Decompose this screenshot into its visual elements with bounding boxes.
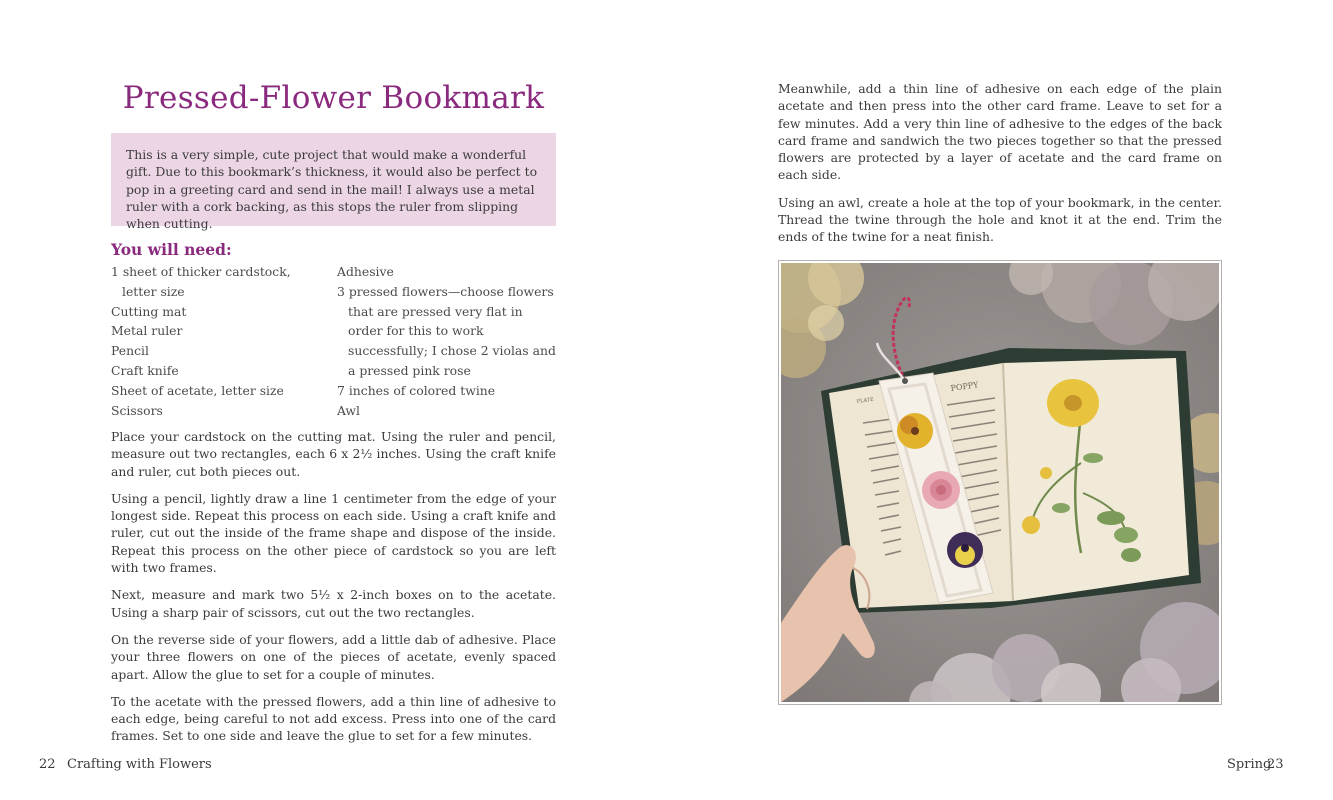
material-item: Adhesive (337, 264, 394, 279)
intro-text: This is a very simple, cute project that would make a wonderful gift. Due to this bookmark’s thickness, it would also be perfect to pop in a greeting card and send in the mail! I always use a metal ruler with a cork backing, as this stops the ruler from slipping when cutting. (126, 147, 538, 232)
materials-list-column-2 (337, 262, 559, 420)
bookmark-photo (778, 260, 1222, 705)
material-item: 1 sheet of thicker cardstock, letter size (111, 264, 291, 299)
instructions-left (111, 428, 556, 755)
material-item: 3 pressed flowers—choose flowers that are pressed very flat in order for this to work successfully; I chose 2 violas and a pressed pink rose (337, 283, 556, 378)
intro-callout (111, 133, 556, 232)
material-item: Cutting mat (111, 303, 187, 319)
materials-heading: You will need: (111, 240, 232, 259)
project-title: Pressed-Flower Bookmark (122, 80, 545, 116)
pressed-viola-purple (947, 532, 983, 568)
running-footer-right: Spring (1227, 757, 1272, 772)
instruction-paragraph: Place your cardstock on the cutting mat. Using the ruler and pencil, measure out two rectangles, each 6 x 2½ inches. Using the craft knife and ruler, cut both pieces out. (111, 429, 556, 479)
page-number-left: 22 (39, 757, 56, 772)
left-page (0, 0, 666, 800)
page-number-right: 23 (1267, 757, 1284, 772)
material-item: Craft knife (111, 362, 179, 378)
instruction-paragraph: Using a pencil, lightly draw a line 1 centimeter from the edge of your longest side. Repeat this process on each side. Using a craft knife and ruler, cut out the inside of the frame shape and dispose of the inside. Repeat this process on the other piece of cardstock so you are left with two frames. (111, 490, 556, 576)
open-book (821, 348, 1201, 613)
material-item: Metal ruler (111, 323, 183, 339)
material-item: Awl (337, 402, 360, 418)
materials-list-column-1 (111, 262, 321, 420)
instruction-paragraph: Using an awl, create a hole at the top of your bookmark, in the center. Thread the twine through the hole and knot it at the end. Trim the ends of the twine for a neat finish. (778, 194, 1222, 245)
material-item: Pencil (111, 343, 149, 359)
instruction-paragraph: On the reverse side of your flowers, add a little dab of adhesive. Place your three flowers on one of the pieces of acetate, evenly spaced apart. Allow the glue to set for a couple of minutes. (111, 631, 556, 682)
instruction-paragraph: Next, measure and mark two 5½ x 2-inch boxes on to the acetate. Using a sharp pair of scissors, cut out the two rectangles. (111, 587, 556, 620)
material-item: 7 inches of colored twine (337, 382, 496, 398)
bookmark-photo-illustration (781, 263, 1219, 702)
instruction-paragraph: Meanwhile, add a thin line of adhesive on each edge of the plain acetate and then press into the other card frame. Leave to set for a few minutes. Add a very thin line of adhesive to the edges of the back card frame and sandwich the two pieces together so that the pressed flowers are protected by a layer of acetate and the card frame on each side. (778, 81, 1222, 183)
book-page-heading: POPPY (950, 380, 980, 393)
material-item: Scissors (111, 402, 163, 418)
book-plate-label: PLATE (856, 396, 875, 405)
right-page (666, 0, 1333, 800)
material-item: Sheet of acetate, letter size (111, 382, 284, 398)
instruction-paragraph: To the acetate with the pressed flowers, add a thin line of adhesive to each edge, being careful to not add excess. Press into one of the card frames. Set to one side and leave the glue to set for a few minutes. (111, 693, 556, 744)
pressed-rose-pink (922, 471, 960, 509)
running-footer-left: Crafting with Flowers (67, 757, 212, 772)
pressed-viola-yellow (897, 413, 933, 449)
instructions-right (778, 80, 1222, 256)
